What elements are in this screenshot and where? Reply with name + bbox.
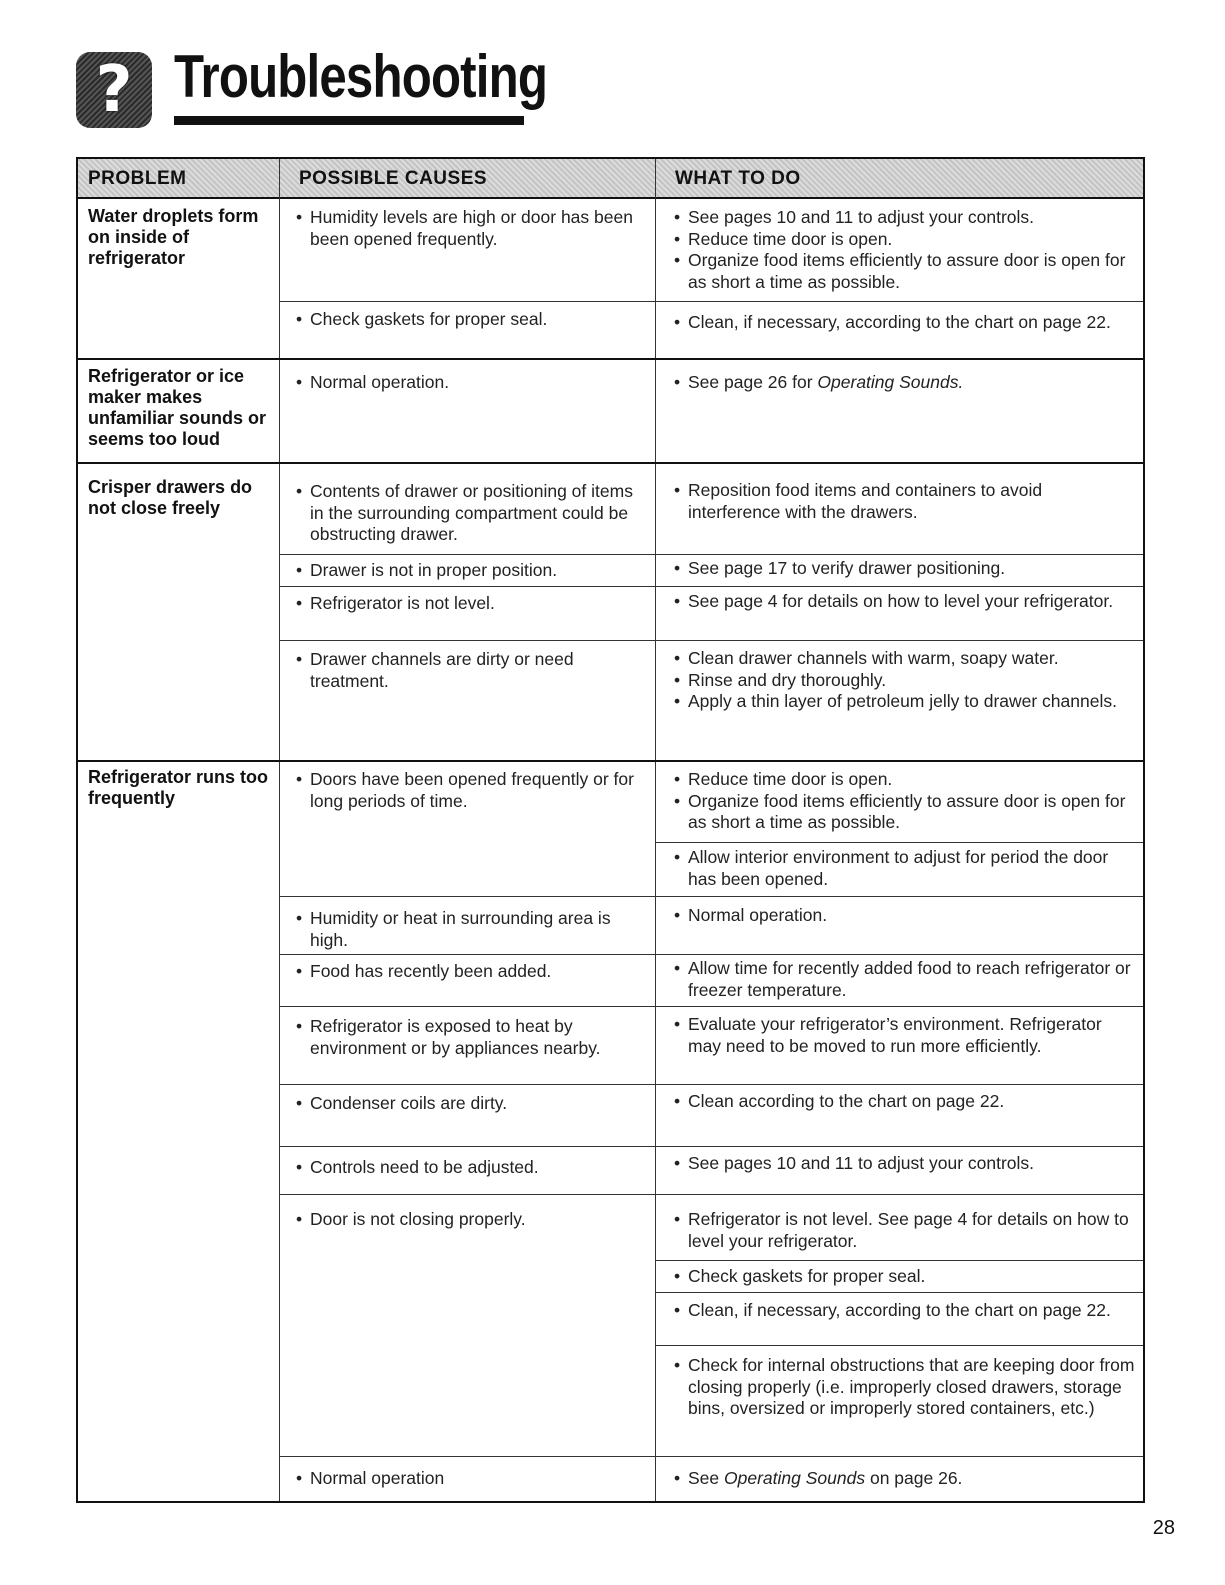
cause-item: • Refrigerator is exposed to heat by environment or by appliances nearby. (296, 1016, 601, 1058)
cause-item: • Food has recently been added. (296, 961, 552, 981)
todo-item: • Clean drawer channels with warm, soapy water. (674, 648, 1059, 668)
operating-sounds-ref: Operating Sounds. (817, 372, 964, 392)
row-divider (655, 842, 1143, 843)
page-number: 28 (1152, 1517, 1175, 1539)
row-divider (279, 1006, 1143, 1007)
group-divider (78, 358, 1143, 360)
todo-item: • Allow interior environment to adjust for period the door has been opened. (674, 847, 1109, 889)
todo-item: • Reposition food items and containers to avoid interference with the drawers. (674, 480, 1043, 522)
todo-item: • See pages 10 and 11 to adjust your controls. (674, 1153, 1035, 1173)
row-divider (279, 1194, 1143, 1195)
row-divider (279, 1456, 1143, 1457)
page-header (76, 42, 548, 130)
row-divider (279, 301, 1143, 302)
todo-item: • Normal operation. (674, 905, 828, 925)
cause-item: • Controls need to be adjusted. (296, 1157, 539, 1177)
row-divider (279, 640, 1143, 641)
column-header-problem: PROBLEM (78, 159, 279, 199)
group-divider (78, 760, 1143, 762)
problem-label: Crisper drawers do not close freely (88, 477, 253, 518)
cause-item: • Normal operation (296, 1468, 445, 1488)
cause-item: • Contents of drawer or positioning of items in the surrounding compartment could be obstructing drawer. (296, 481, 633, 544)
todo-item: • Clean, if necessary, according to the chart on page 22. (674, 1300, 1111, 1320)
todo-group (666, 207, 1136, 293)
row-divider (279, 1146, 1143, 1147)
cause-item: • Drawer is not in proper position. (296, 560, 558, 580)
cause-item: • Doors have been opened frequently or for long periods of time. (296, 769, 634, 811)
row-divider (279, 1084, 1143, 1085)
todo-group (666, 769, 1136, 834)
problem-label: Refrigerator runs too frequently (88, 767, 269, 808)
todo-item: • See Operating Sounds on page 26. (674, 1468, 963, 1488)
question-mark-icon: ? (76, 52, 152, 128)
todo-item: • Allow time for recently added food to reach refrigerator or freezer temperature. (674, 958, 1131, 1000)
column-header-causes: POSSIBLE CAUSES (279, 159, 655, 199)
todo-item: • Check gaskets for proper seal. (674, 1266, 926, 1286)
cause-item: • Condenser coils are dirty. (296, 1093, 508, 1113)
cause-item: • Door is not closing properly. (296, 1209, 526, 1229)
todo-item: • Clean, if necessary, according to the chart on page 22. (674, 312, 1111, 332)
todo-item: • See page 4 for details on how to level your refrigerator. (674, 591, 1114, 611)
todo-item: • See page 26 for Operating Sounds. (674, 372, 964, 392)
todo-item: • Clean according to the chart on page 22. (674, 1091, 1005, 1111)
problem-label: Water droplets form on inside of refrigerator (88, 206, 259, 268)
todo-item: • See page 17 to verify drawer positioning. (674, 558, 1006, 578)
todo-item: • Reduce time door is open. (674, 228, 893, 249)
operating-sounds-ref: Operating Sounds (724, 1468, 866, 1488)
cause-item: • Check gaskets for proper seal. (296, 309, 548, 329)
todo-item: • Check for internal obstructions that are keeping door from closing properly (i.e. improperly closed drawers, storage bins, oversized or improperly stored containers, etc.) (674, 1355, 1135, 1418)
todo-item: • Rinse and dry thoroughly. (674, 669, 887, 690)
todo-item: • Organize food items efficiently to assure door is open for as short a time as possible. (674, 250, 1126, 292)
todo-item: • Organize food items efficiently to assure door is open for as short a time as possible. (674, 790, 1126, 832)
cause-item: • Drawer channels are dirty or need treatment. (296, 649, 574, 691)
row-divider (279, 954, 1143, 955)
group-divider (78, 462, 1143, 464)
troubleshooting-table (76, 157, 1145, 1503)
cause-item: • Refrigerator is not level. (296, 593, 495, 613)
column-header-todo: WHAT TO DO (655, 159, 1143, 199)
todo-item: • Reduce time door is open. (674, 769, 893, 789)
row-divider (655, 1260, 1143, 1261)
todo-item: • Evaluate your refrigerator’s environment. Refrigerator may need to be moved to run more efficiently. (674, 1014, 1102, 1056)
todo-item: • See pages 10 and 11 to adjust your controls. (674, 207, 1035, 227)
cause-item: • Normal operation. (296, 372, 450, 392)
column-divider (279, 159, 280, 1501)
problem-label: Refrigerator or ice maker makes unfamiliar sounds or seems too loud (88, 366, 267, 449)
column-divider (655, 159, 656, 1501)
todo-item: • Refrigerator is not level. See page 4 for details on how to level your refrigerator. (674, 1209, 1129, 1251)
page-title: Troubleshooting (174, 43, 548, 110)
todo-group (666, 648, 1136, 713)
cause-item: • Humidity levels are high or door has been been opened frequently. (296, 207, 633, 249)
cause-item: • Humidity or heat in surrounding area is high. (296, 908, 611, 950)
title-underline (174, 116, 524, 125)
row-divider (279, 554, 1143, 555)
row-divider (655, 1345, 1143, 1346)
row-divider (279, 586, 1143, 587)
row-divider (655, 1292, 1143, 1293)
row-divider (279, 896, 1143, 897)
todo-item: • Apply a thin layer of petroleum jelly to drawer channels. (674, 691, 1117, 711)
